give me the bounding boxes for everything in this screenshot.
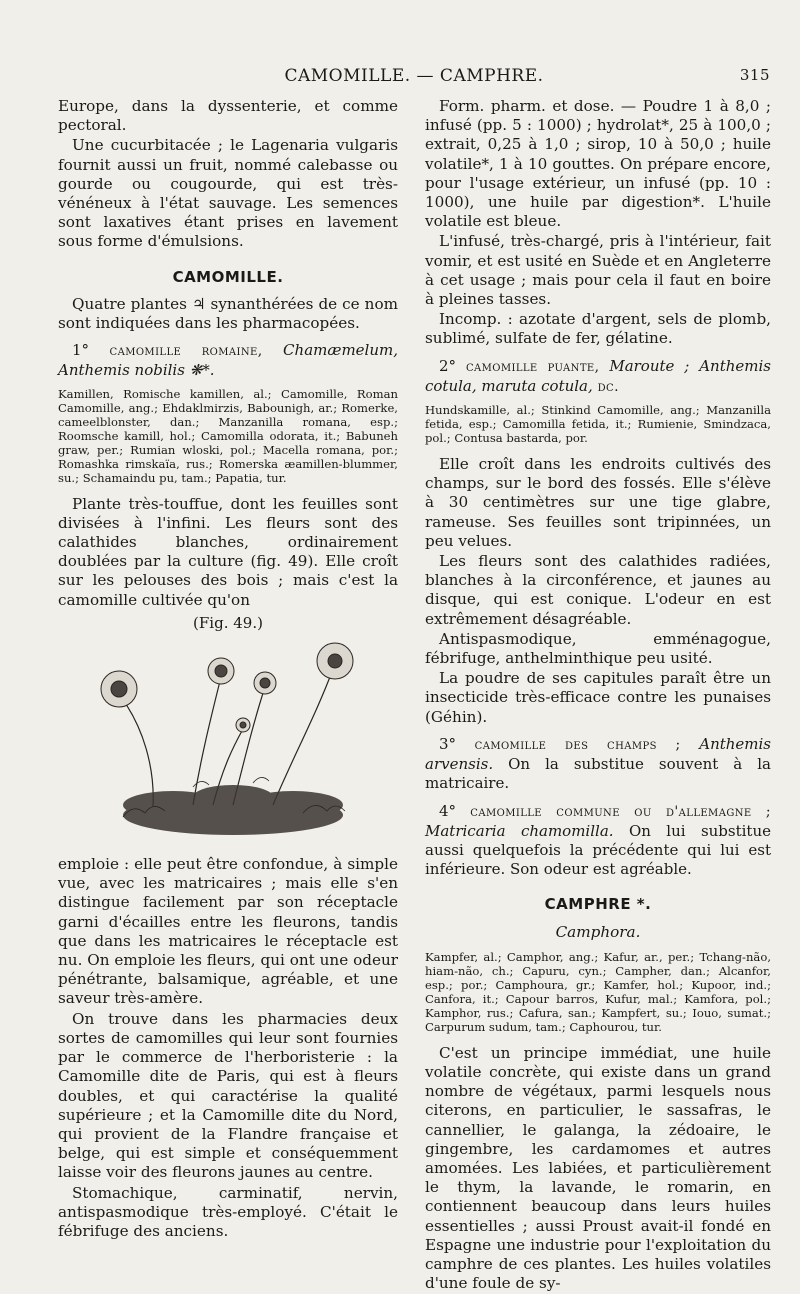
entry-name: camomille puante, [465, 358, 600, 375]
paragraph: La poudre de ses capitules paraît être un insecticide très-efficace contre les punaises (Géhin). [425, 669, 771, 726]
paragraph: Plante très-touffue, dont les feuilles sont divisées à l'infini. Les fleurs sont des calathides blanches, ordinairement doublées par la culture (fig. 49). Elle croît sur les pelouses des bois ; mais c'est la camomille cultivée qu'on [58, 494, 398, 609]
synonyms-list: Hundskamille, al.; Stinkind Camomille, ang.; Manzanilla fetida, esp.; Camomilla fetida, it.; Rumienie, Smindzaca, pol.; Contusa bastarda, por. [425, 403, 771, 446]
paragraph: Les fleurs sont des calathides radiées, blanches à la circonférence, et jaunes au disque, qui est conique. L'odeur en est extrêmement désagréable. [425, 552, 771, 628]
page-number: 315 [739, 66, 770, 84]
entry-latin: Maroute ; Anthemis cotula, maruta cotula, [425, 356, 771, 395]
paragraph: Antispasmodique, emménagogue, fébrifuge, anthelminthique peu usité. [425, 629, 771, 668]
entry-name: camomille des champs ; [474, 736, 681, 753]
entry-number: 4° [439, 801, 471, 820]
paragraph: Quatre plantes ♃ synanthérées de ce nom sont indiquées dans les pharmacopées. [58, 294, 398, 333]
paragraph: Incomp. : azotate d'argent, sels de plomb, sublimé, sulfate de fer, gélatine. [425, 310, 771, 348]
paragraph: Elle croît dans les endroits cultivés des champs, sur le bord des fossés. Elle s'élève à 30 centimètres sur une tige glabre, rameuse. Ses feuilles sont tripinnées, un peu velues. [425, 455, 771, 550]
section-title-camphre: CAMPHRE *. [544, 895, 652, 914]
entry-name: camomille commune ou d'allemagne ; [470, 803, 771, 820]
figure-49 [58, 614, 398, 847]
paragraph: C'est un principe immédiat, une huile volatile concrète, qui existe dans un grand nombre de végétaux, parmi lesquels nous citerons, en particulier, le sassafras, le cannellier, le galanga, la zédoaire, le gingembre, les cardamomes et autres amomées. Les labiées, et particulièrement le thym, la lavande, le romarin, en contiennent beaucoup dans leurs huiles essentielles ; aussi Proust avait-il fondé en Espagne une industrie pour l'exploitation du camphre de ces plantes. Les huiles volatiles d'une foule de sy- [425, 1043, 771, 1293]
entry-heading-camomille-commune [425, 802, 771, 880]
paragraph: Stomachique, carminatif, nervin, antispasmodique très-employé. C'était le fébrifuge des anciens. [58, 1183, 398, 1240]
paragraph: emploie : elle peut être confondue, à simple vue, avec les matricaires ; mais elle s'en distingue facilement par son réceptacle garni d'écailles entre les fleurons, tandis que dans les matricaires le réceptacle est nu. On emploie les fleurs, qui ont une odeur pénétrante, balsamique, agréable, et une saveur très-amère. [58, 855, 398, 1008]
running-header [58, 66, 770, 90]
section-title-camomille: CAMOMILLE. [172, 267, 284, 286]
entry-text: On lui substitue aussi quelquefois la précédente qui lui est inférieure. Son odeur est agréable. [425, 821, 771, 879]
entry-author: dc. [592, 378, 619, 395]
entry-latin: Chamæmelum, Anthemis nobilis ❋*. [58, 341, 399, 380]
entry-heading-camomille-des-champs [425, 735, 771, 794]
paragraph: On trouve dans les pharmacies deux sortes de camomilles qui leur sont fournies par le commerce de l'herboristerie : la Camomille dite de Paris, qui est à fleurs doubles, et qui caractérise la qualité supérieure ; et la Camomille dite du Nord, qui provient de la Flandre française et belge, qui est simple et conséquemment laisse voir des fleurons jaunes au centre. [58, 1009, 398, 1182]
entry-heading-camomille-puante [425, 357, 771, 397]
left-column [58, 97, 398, 1242]
right-column [425, 97, 771, 1294]
paragraph: L'infusé, très-chargé, pris à l'intérieur, fait vomir, et est usité en Suède et en Angleterre à cet usage ; mais pour cela il faut en boire à pleines tasses. [425, 232, 771, 309]
synonyms-list: Kampfer, al.; Camphor, ang.; Kafur, ar., per.; Tchang-não, hiam-não, ch.; Capuru, cyn.; Campher, dan.; Alcanfor, esp.; por.; Camphoura, gr.; Kamfer, hol.; Kupoor, ind.; Canfora, it.; Capour barros, Kufur, mal.; Kamfora, pol.; Kamphor, rus.; Cafura, san.; Kampfert, su.; Iouo, sumat.; Carpurum sudum, tam.; Caphourou, tur. [425, 949, 771, 1034]
entry-name: camomille romaine, [109, 343, 263, 360]
entry-text: On la substitue souvent à la matricaire. [425, 755, 771, 793]
entry-heading-camomille-romaine [58, 341, 398, 380]
entry-number: 3° [439, 734, 475, 753]
entry-number: 2° [439, 356, 466, 375]
paragraph: Europe, dans la dyssenterie, et comme pectoral. [58, 97, 398, 135]
figure-caption: (Fig. 49.) [193, 613, 263, 632]
section-subtitle: Camphora. [555, 922, 641, 941]
chamomile-plant-illustration [83, 637, 373, 847]
entry-latin: Anthemis arvensis. [425, 734, 772, 774]
paragraph: Form. pharm. et dose. — Poudre 1 à 8,0 ; infusé (pp. 5 : 1000) ; hydrolat*, 25 à 100,0 ; extrait, 0,25 à 1,0 ; sirop, 10 à 50,0 ; huile volatile*, 1 à 10 gouttes. On prépare encore, pour l'usage extérieur, un infusé (pp. 10 : 1000), une huile par digestion*. L'huile volatile est bleue. [425, 97, 771, 231]
running-title: CAMOMILLE. — CAMPHRE. [284, 66, 544, 86]
entry-latin: Matricaria chamomilla. [425, 821, 614, 840]
entry-number: 1° [72, 341, 110, 360]
paragraph: Une cucurbitacée ; le Lagenaria vulgaris fournit aussi un fruit, nommé calebasse ou gourde ou cougourde, qui est très-vénéneux à l'état sauvage. Les semences sont laxatives étant prises en lavement sous forme d'émulsions. [58, 136, 398, 251]
synonyms-list: Kamillen, Romische kamillen, al.; Camomille, Roman Camomille, ang.; Ehdaklmirzis, Babounigh, ar.; Romerke, cameelblonster, dan.; Manzanilla romana, esp.; Roomsche kamill, hol.; Camomilla odorata, it.; Babuneh graw, per.; Rumian wloski, pol.; Macella romana, por.; Romashka rimskaïa, rus.; Romerska æamillen-blummer, su.; Schamaindu pu, tam.; Papatia, tur. [58, 386, 398, 485]
